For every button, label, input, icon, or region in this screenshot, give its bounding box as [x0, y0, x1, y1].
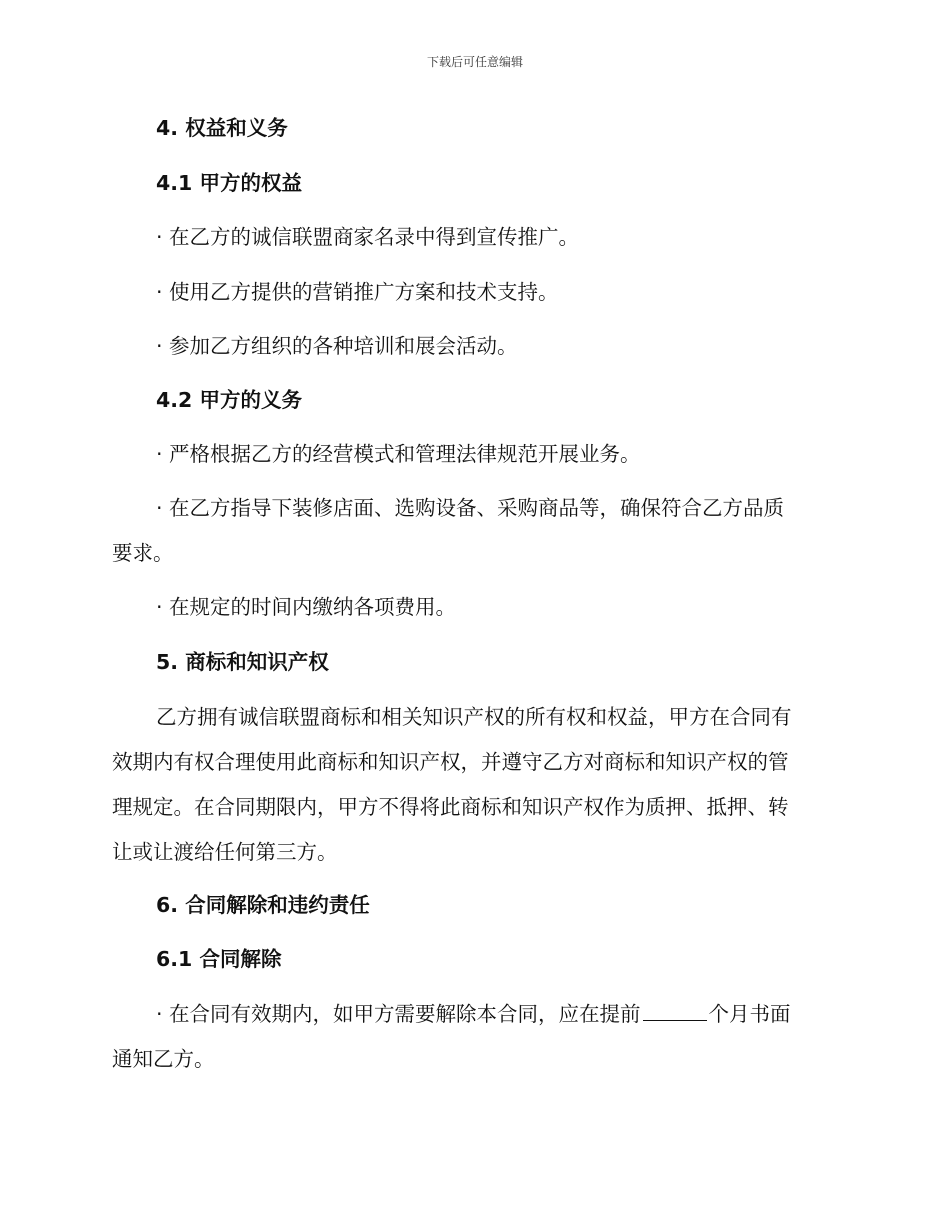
section-6-1-heading: 6.1 合同解除 — [156, 947, 282, 971]
section-6-heading: 6. 合同解除和违约责任 — [156, 893, 370, 917]
list-item-continuation: 要求。 — [112, 541, 174, 565]
list-item-continuation: 通知乙方。 — [112, 1047, 215, 1071]
list-item — [156, 992, 886, 1037]
section-5-heading: 5. 商标和知识产权 — [156, 650, 329, 674]
list-item: · 在乙方指导下装修店面、选购设备、采购商品等，确保符合乙方品质 — [156, 496, 785, 520]
list-item-text-after-blank: 个月书面 — [708, 1002, 791, 1026]
list-item: · 使用乙方提供的营销推广方案和技术支持。 — [156, 280, 559, 304]
paragraph-line: 乙方拥有诚信联盟商标和相关知识产权的所有权和权益，甲方在合同有 — [156, 705, 792, 729]
section-4-heading: 4. 权益和义务 — [156, 116, 288, 140]
section-4-1-heading: 4.1 甲方的权益 — [156, 171, 302, 195]
list-item: · 参加乙方组织的各种培训和展会活动。 — [156, 334, 518, 358]
list-item: · 严格根据乙方的经营模式和管理法律规范开展业务。 — [156, 442, 641, 466]
list-item: · 在规定的时间内缴纳各项费用。 — [156, 595, 457, 619]
paragraph-line: 让或让渡给任何第三方。 — [112, 840, 338, 864]
page-header-note: 下载后可任意编辑 — [426, 55, 523, 69]
paragraph-line: 效期内有权合理使用此商标和知识产权，并遵守乙方对商标和知识产权的管 — [112, 750, 789, 774]
fill-in-blank[interactable] — [643, 1000, 707, 1021]
list-item: · 在乙方的诚信联盟商家名录中得到宣传推广。 — [156, 225, 580, 249]
section-4-2-heading: 4.2 甲方的义务 — [156, 388, 302, 412]
paragraph-line: 理规定。在合同期限内，甲方不得将此商标和知识产权作为质押、抵押、转 — [112, 795, 789, 819]
list-item-text-before-blank: · 在合同有效期内，如甲方需要解除本合同，应在提前 — [156, 1002, 641, 1026]
